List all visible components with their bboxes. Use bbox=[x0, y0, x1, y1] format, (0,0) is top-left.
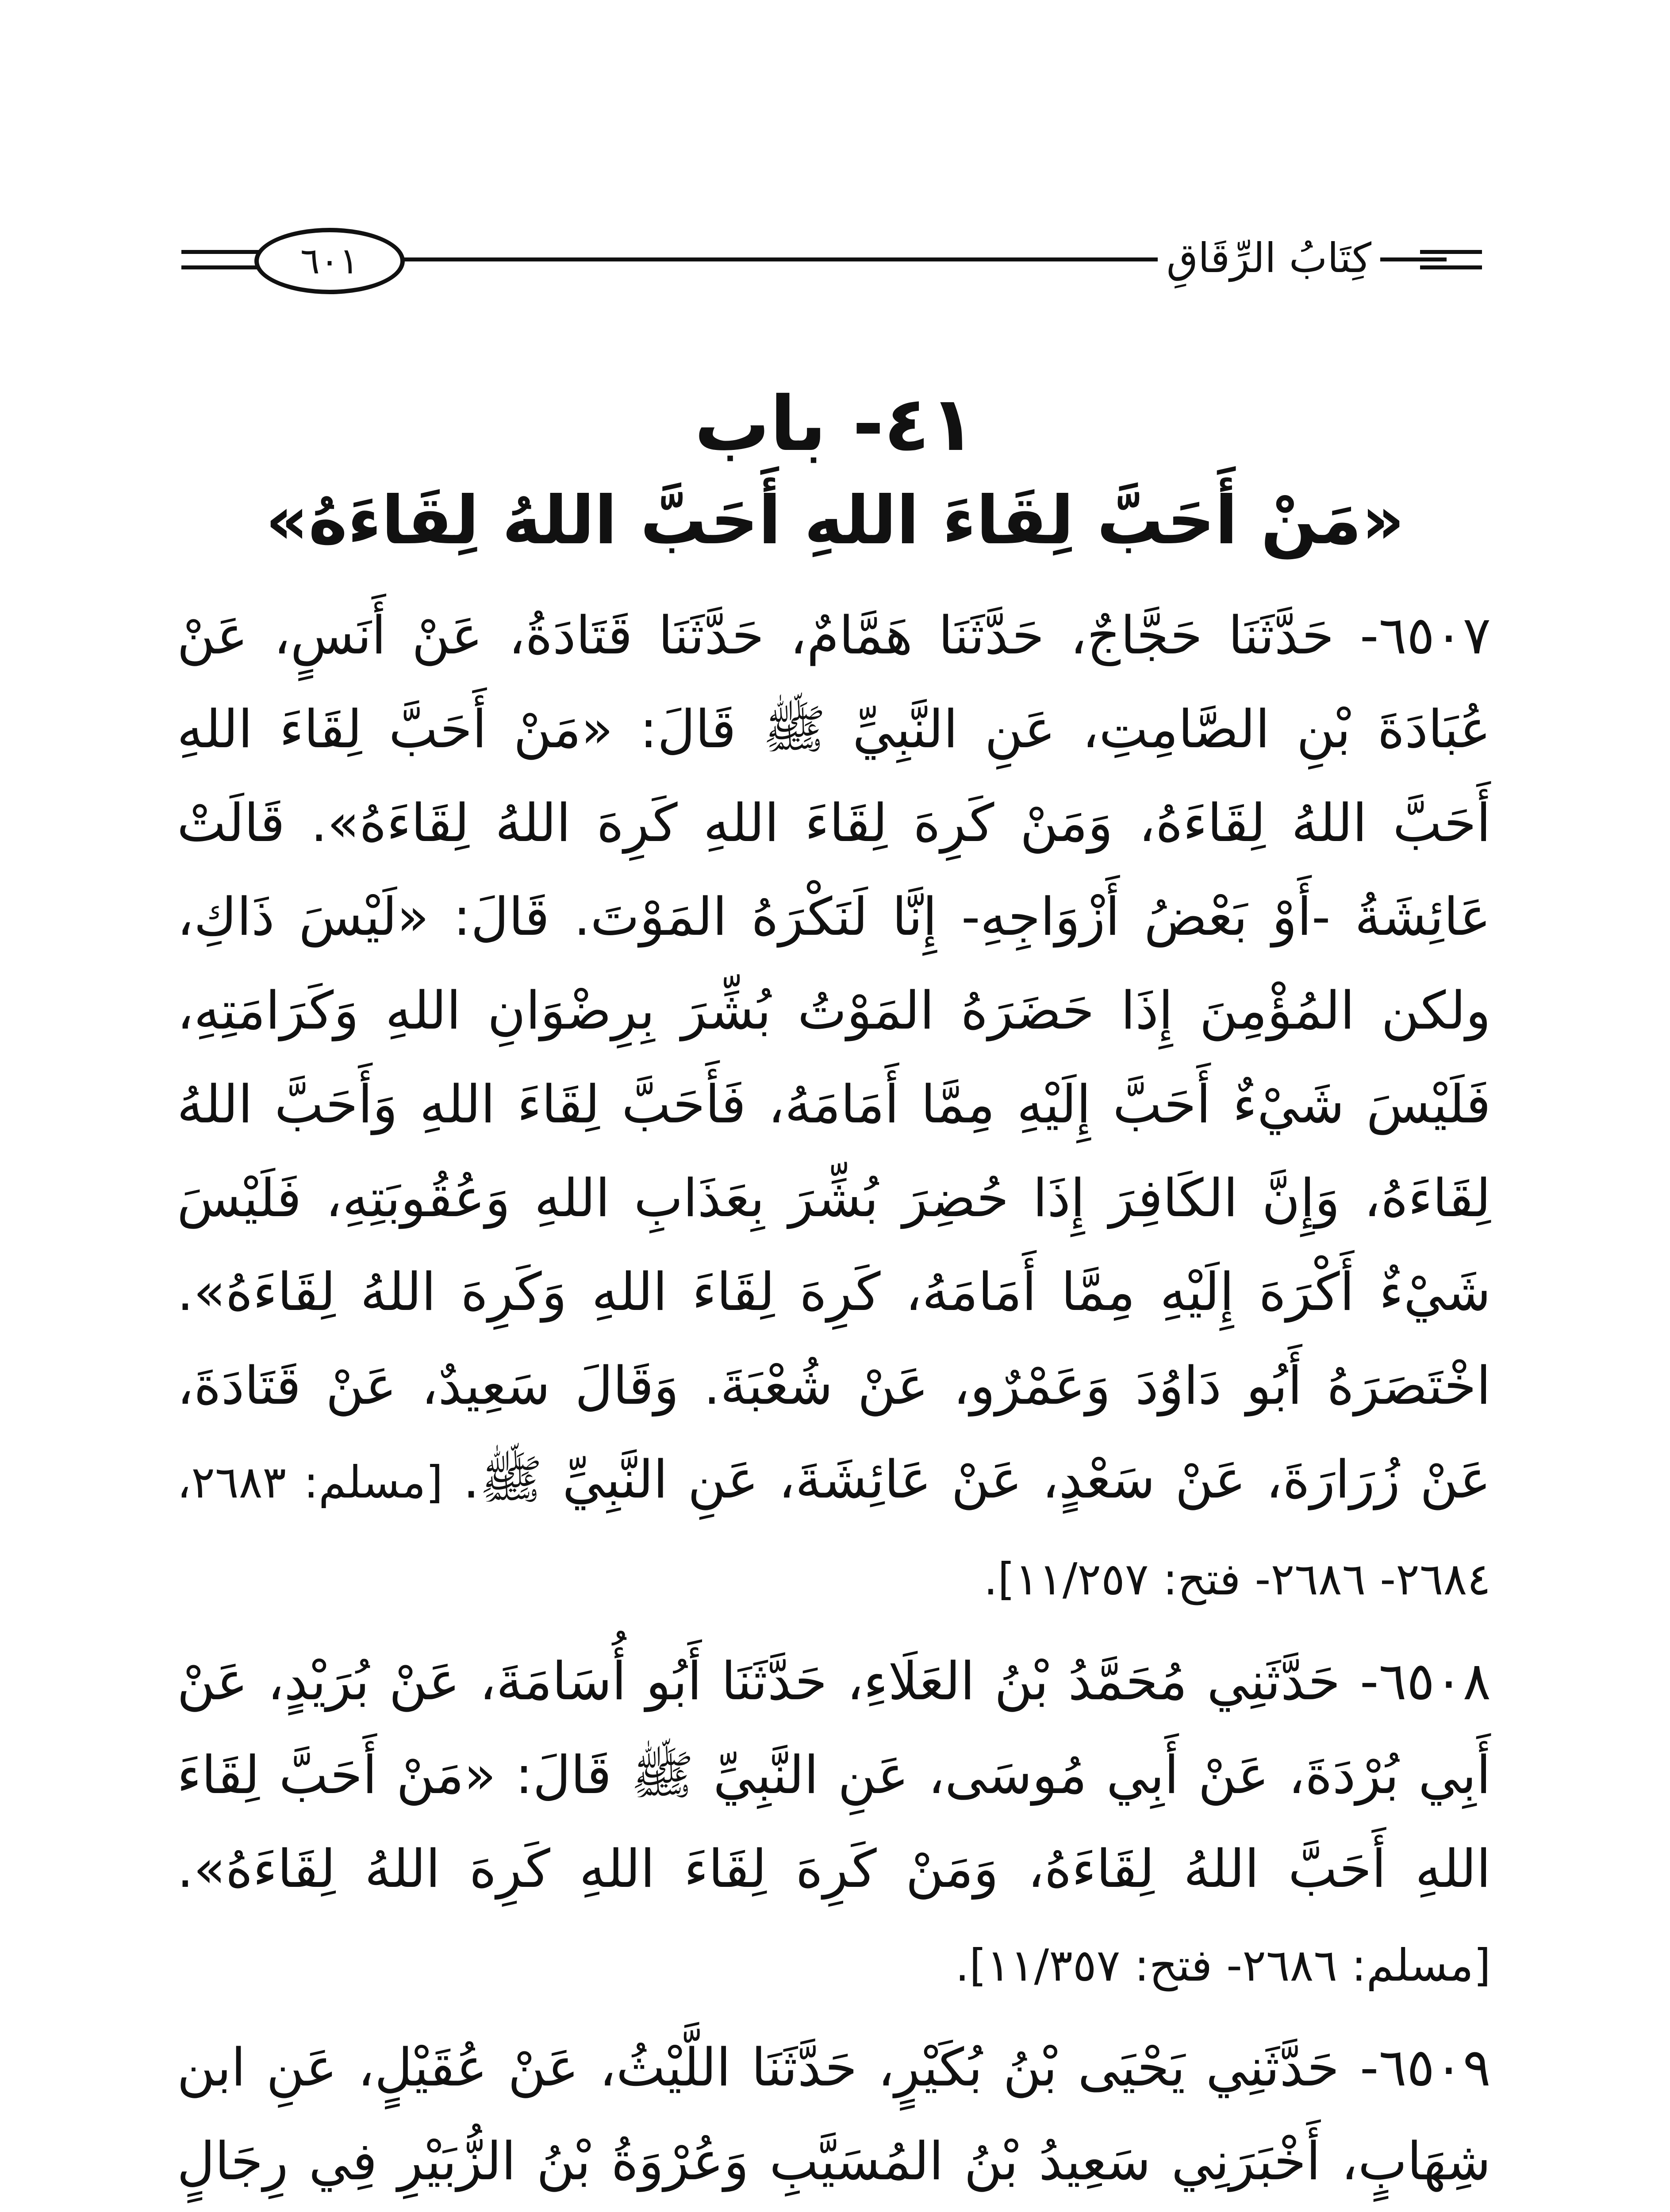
chapter-title: «مَنْ أَحَبَّ لِقَاءَ اللهِ أَحَبَّ اللهُ لِقَاءَهُ» bbox=[265, 482, 1405, 559]
hadith-6509 bbox=[177, 2020, 1491, 2212]
running-header bbox=[181, 217, 1482, 305]
book-title: كِتَابُ الرِّقَاقِ bbox=[1158, 234, 1380, 282]
header-rule-right bbox=[1420, 250, 1482, 254]
hadith-text: ٦٥٠٧- حَدَّثَنَا حَجَّاجٌ، حَدَّثَنَا هَمَّامٌ، حَدَّثَنَا قَتَادَةُ، عَنْ أَنَسٍ، عَنْ عُبَادَةَ بْنِ الصَّامِتِ، عَنِ النَّبِيِّ ﷺ قَالَ: «مَنْ أَحَبَّ لِقَاءَ اللهِ أَحَبَّ اللهُ لِقَاءَهُ، وَمَنْ كَرِهَ لِقَاءَ اللهِ كَرِهَ اللهُ لِقَاءَهُ». قَالَتْ عَائِشَةُ -أَوْ بَعْضُ أَزْوَاجِهِ- إِنَّا لَنَكْرَهُ المَوْتَ. قَالَ: «لَيْسَ ذَاكِ، ولكن المُؤْمِنَ إِذَا حَضَرَهُ المَوْتُ بُشِّرَ بِرِضْوَانِ اللهِ وَكَرَامَتِهِ، فَلَيْسَ شَيْءٌ أَحَبَّ إِلَيْهِ مِمَّا أَمَامَهُ، فَأَحَبَّ لِقَاءَ اللهِ وَأَحَبَّ اللهُ لِقَاءَهُ، وَإِنَّ الكَافِرَ إِذَا حُضِرَ بُشِّرَ بِعَذَابِ اللهِ وَعُقُوبَتِهِ، فَلَيْسَ شَيْءٌ أَكْرَهَ إِلَيْهِ مِمَّا أَمَامَهُ، كَرِهَ لِقَاءَ اللهِ وَكَرِهَ اللهُ لِقَاءَهُ». اخْتَصَرَهُ أَبُو دَاوُدَ وَعَمْرٌو، عَنْ شُعْبَةَ. وَقَالَ سَعِيدٌ، عَنْ قَتَادَةَ، عَنْ زُرَارَةَ، عَنْ سَعْدٍ، عَنْ عَائِشَةَ، عَنِ النَّبِيِّ ﷺ. bbox=[177, 605, 1491, 1510]
hadith-reference: [مسلم: ٢٦٨٦- فتح: ١١/٣٥٧]. bbox=[955, 1939, 1491, 1991]
page-body bbox=[177, 588, 1491, 2212]
hadith-6508 bbox=[177, 1634, 1491, 2012]
chapter-heading: ٤١- باب bbox=[694, 380, 976, 468]
hadith-reference: [مسلم: ٢٦٨٣، ٢٦٨٤- ٢٦٨٦- فتح: ١١/٢٥٧]. bbox=[177, 1456, 1491, 1605]
hadith-6507 bbox=[177, 588, 1491, 1626]
page-number-badge bbox=[254, 228, 405, 294]
page-number: ٦٠١ bbox=[300, 240, 359, 282]
hadith-text: ٦٥٠٨- حَدَّثَنِي مُحَمَّدُ بْنُ العَلَاءِ، حَدَّثَنَا أَبُو أُسَامَةَ، عَنْ بُرَيْدٍ، عَنْ أَبِي بُرْدَةَ، عَنْ أَبِي مُوسَى، عَنِ النَّبِيِّ ﷺ قَالَ: «مَنْ أَحَبَّ لِقَاءَ اللهِ أَحَبَّ اللهُ لِقَاءَهُ، وَمَنْ كَرِهَ لِقَاءَ اللهِ كَرِهَ اللهُ لِقَاءَهُ». bbox=[177, 1651, 1491, 1899]
hadith-text: ٦٥٠٩- حَدَّثَنِي يَحْيَى بْنُ بُكَيْرٍ، حَدَّثَنَا اللَّيْثُ، عَنْ عُقَيْلٍ، عَنِ ابن شِهَابٍ، أَخْبَرَنِي سَعِيدُ بْنُ المُسَيَّبِ وَعُرْوَةُ بْنُ الزُّبَيْرِ فِي رِجَالٍ bbox=[177, 2037, 1491, 2192]
header-rule-right-lower bbox=[1420, 265, 1482, 269]
